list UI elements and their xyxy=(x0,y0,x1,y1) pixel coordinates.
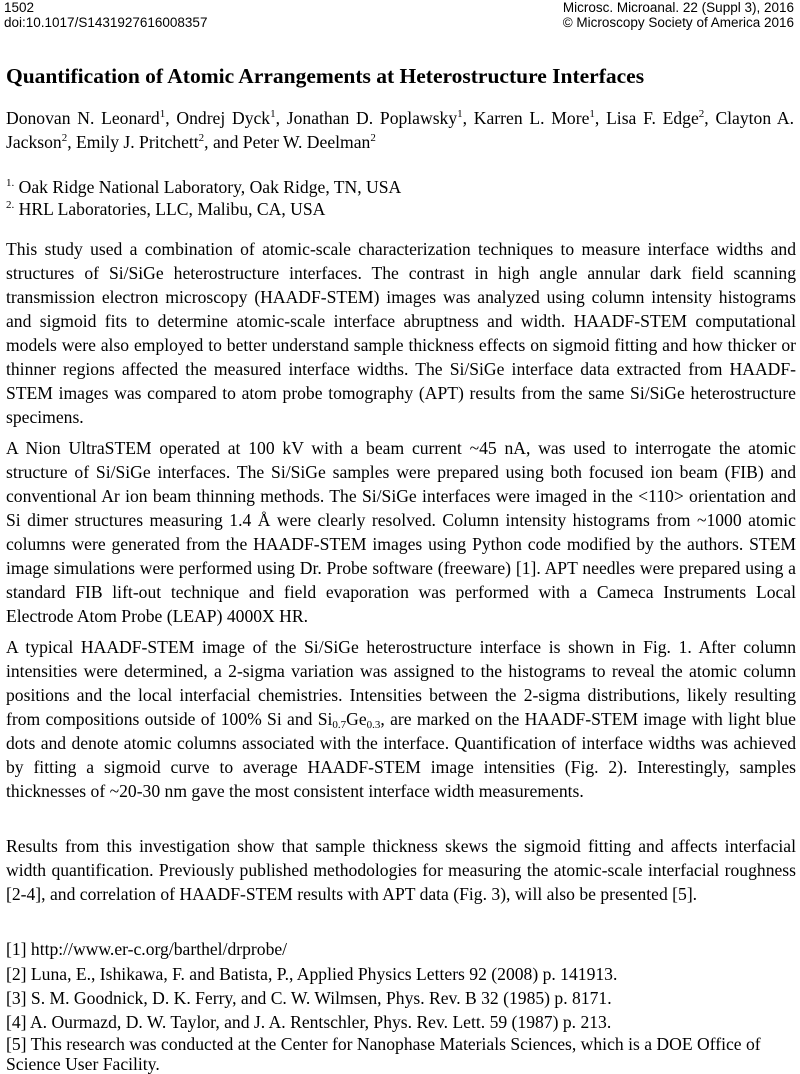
results-text-b: , are marked on the HAADF-STEM image with light blue dots and denote atomic columns associated with the interface. Quantification of interface widths was achieved by fitting a sigmoid curve to average HAADF-STEM image intensities (Fig. 2). Interestingly, samples thicknesses of ~20-30 nm gave the most consistent interface width measurements. xyxy=(6,709,796,801)
affiliation-text: HRL Laboratories, LLC, Malibu, CA, USA xyxy=(18,199,326,219)
affiliation-mark: 2. xyxy=(6,199,15,211)
abstract-paragraph: This study used a combination of atomic-scale characterization techniques to measure interface widths and structures of Si/SiGe heterostructure interfaces. The contrast in high angle annular dark field scanning transmission electron microscopy (HAADF-STEM) images was analyzed using column intensity histograms and sigmoid fits to determine atomic-scale interface abruptness and width. HAADF-STEM computational models were also employed to better understand sample thickness effects on sigmoid fitting and how thicker or thinner regions affected the measured interface widths. The Si/SiGe interface data extracted from HAADF-STEM images was compared to atom probe tomography (APT) results from the same Si/SiGe heterostructure specimens. xyxy=(6,239,796,427)
author-affiliation-mark: 2 xyxy=(370,132,376,144)
reference-3: [3] S. M. Goodnick, D. K. Ferry, and C. W. Wilmsen, Phys. Rev. B 32 (1985) p. 8171. xyxy=(6,988,612,1008)
author-affiliation-mark: 1 xyxy=(589,108,595,120)
affiliation-mark: 1. xyxy=(6,177,15,189)
affiliation-text: Oak Ridge National Laboratory, Oak Ridge, TN, USA xyxy=(18,177,402,197)
author-affiliation-mark: 1 xyxy=(159,108,166,120)
copyright: © Microscopy Society of America 2016 xyxy=(562,15,794,30)
conclusion-paragraph: Results from this investigation show that sample thickness skews the sigmoid fitting and affects interfacial width quantification. Previously published methodologies for measuring the atomic-scale interfacial roughness [2-4], and correlation of HAADF-STEM results with APT data (Fig. 3), will also be presented [5]. xyxy=(6,836,796,904)
results-paragraph xyxy=(6,635,796,803)
author-affiliation-mark: 1 xyxy=(270,108,276,120)
author-name: Donovan N. Leonard xyxy=(6,108,160,128)
reference-2: [2] Luna, E., Ishikawa, F. and Batista, P., Applied Physics Letters 92 (2008) p. 141913. xyxy=(6,964,618,984)
author-name: Karren L. More xyxy=(473,108,590,128)
reference-5: [5] This research was conducted at the Center for Nanophase Materials Sciences, which is a DOE Office of Science User Facility. xyxy=(6,1034,761,1074)
paper-title: Quantification of Atomic Arrangements at Heterostructure Interfaces xyxy=(6,64,645,88)
reference-1: [1] http://www.er-c.org/barthel/drprobe/ xyxy=(6,939,288,959)
journal-citation: Microsc. Microanal. 22 (Suppl 3), 2016 xyxy=(562,0,794,15)
methods-paragraph: A Nion UltraSTEM operated at 100 kV with a beam current ~45 nA, was used to interrogate the atomic structure of Si/SiGe interfaces. The Si/SiGe samples were prepared using both focused ion beam (FIB) and conventional Ar ion beam thinning methods. The Si/SiGe interfaces were imaged in the <110> orientation and Si dimer structures measuring 1.4 Å were clearly resolved. Column intensity histograms from ~1000 atomic columns were generated from the HAADF-STEM images using Python code modified by the authors. STEM image simulations were performed using Dr. Probe software (freeware) [1]. APT needles were prepared using a standard FIB lift-out technique and field evaporation was performed with a Cameca Instruments Local Electrode Atom Probe (LEAP) 4000X HR. xyxy=(6,438,796,626)
page-number: 1502 xyxy=(4,0,35,15)
subscript: 0.7 xyxy=(332,719,347,731)
reference-4: [4] A. Ourmazd, D. W. Taylor, and J. A. Rentschler, Phys. Rev. Lett. 59 (1987) p. 213. xyxy=(6,1012,612,1032)
results-text-a: A typical HAADF-STEM image of the Si/SiGe heterostructure interface is shown in Fig. 1. After column intensities were determined, a 2-sigma variation was assigned to the histograms to reveal the atomic column positions and the local interfacial chemistries. Intensities between the 2-sigma distributions, likely resulting from compositions outside of 100% Si and Si xyxy=(6,637,796,729)
author-affiliation-mark: 2 xyxy=(698,108,705,120)
affiliation-2 xyxy=(6,197,325,221)
author-name: Ondrej Dyck xyxy=(176,108,271,128)
author-name: Emily J. Pritchett xyxy=(76,132,199,152)
author-name: Lisa F. Edge xyxy=(606,108,699,128)
author-affiliation-mark: 2 xyxy=(61,132,68,144)
author-affiliation-mark: 1 xyxy=(457,108,463,120)
author-name: Peter W. Deelman xyxy=(242,132,371,152)
subscript: 0.3 xyxy=(366,719,381,731)
author-affiliation-mark: 2 xyxy=(198,132,205,144)
results-text-ge: Ge xyxy=(346,709,367,729)
doi: doi:10.1017/S1431927616008357 xyxy=(4,15,208,30)
affiliation-1 xyxy=(6,175,401,199)
author-name: Clayton A. Jackson xyxy=(6,108,795,152)
author-name: Jonathan D. Poplawsky xyxy=(286,108,458,128)
author-list: Donovan N. Leonard$^1$, Ondrej Dyck$^1$, Jonathan D. Poplawsky$^1$, Karren L. More$^1$, Lisa F. Edge$^2$, Clayton A. Jackson$^2$, Emily J. Pritchett$^2$, and Peter W. Deelman$^2$ xyxy=(6,108,795,152)
